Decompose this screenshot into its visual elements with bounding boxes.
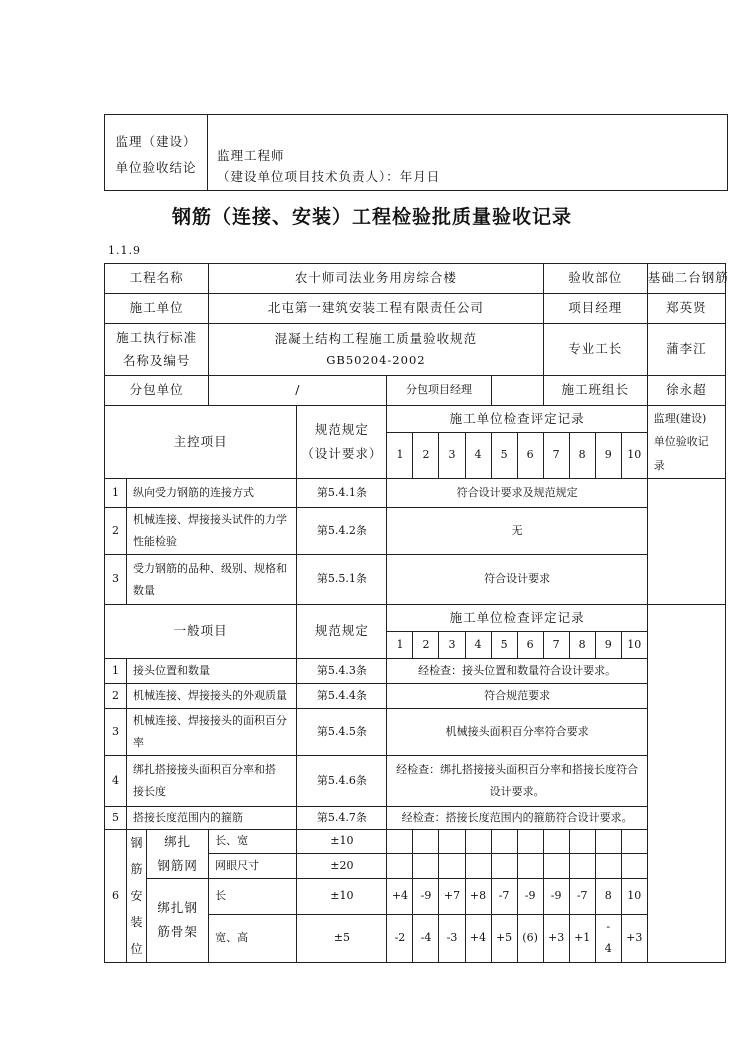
construction-unit-label: 施工单位 (105, 294, 209, 324)
val (387, 830, 413, 854)
val: -2 (387, 914, 413, 962)
item-text (127, 756, 297, 807)
val: 10 (621, 878, 647, 914)
spec-clause: 第5.4.2条 (297, 508, 387, 555)
val: 8 (595, 878, 621, 914)
col-num: 1 (387, 433, 413, 479)
row-number: 2 (105, 508, 127, 555)
check-result: 符合规范要求 (387, 684, 647, 709)
val (491, 830, 517, 854)
install-spec: ±20 (297, 854, 387, 878)
check-result: 符合设计要求 (387, 555, 647, 605)
item-text-line1: 机械连接、焊接接头试件的力学 (133, 513, 288, 526)
val: +5 (491, 914, 517, 962)
spec-only-header: 规范规定 (297, 605, 387, 659)
col-num: 9 (595, 632, 621, 659)
col-num: 3 (439, 632, 465, 659)
val (517, 830, 543, 854)
val (621, 854, 647, 878)
construction-unit-value: 北屯第一建筑安装工程有限责任公司 (209, 294, 543, 324)
install-category (127, 830, 147, 963)
item-text (127, 709, 297, 756)
col-num: 9 (595, 433, 621, 479)
supervisor-label-line1: 监理（建设） (115, 134, 197, 149)
subcontract-label: 分包单位 (105, 376, 209, 406)
val (439, 854, 465, 878)
spec-header-line2: （设计要求） (301, 446, 383, 461)
col-num: 2 (413, 433, 439, 479)
val: (6) (517, 914, 543, 962)
col-num: 5 (491, 632, 517, 659)
val (413, 854, 439, 878)
standard-label-line2: 名称及编号 (122, 352, 191, 368)
check-result: 机械接头面积百分率符合要求 (387, 709, 647, 756)
item-text: 纵向受力钢筋的连接方式 (127, 479, 297, 508)
cage-label (147, 878, 209, 962)
item-text: 接头位置和数量 (127, 659, 297, 684)
check-result: 符合设计要求及规范规定 (387, 479, 647, 508)
install-spec: ±10 (297, 830, 387, 854)
spec-clause: 第5.4.6条 (297, 756, 387, 807)
main-items-header: 主控项目 (105, 406, 297, 479)
standard-label-line1: 施工执行标准 (116, 330, 198, 346)
item-text-line2: 率 (133, 736, 145, 749)
category-char: 安 (130, 888, 143, 903)
item-text-line2: 性能检验 (133, 535, 178, 548)
col-num: 3 (439, 433, 465, 479)
inspection-part-value: 基础二台钢筋 (647, 264, 725, 294)
check-result (387, 756, 647, 807)
check-result: 经检查：搭接长度范围内的箍筋符合设计要求。 (387, 807, 647, 830)
subcontract-pm-value (491, 376, 543, 406)
item-text: 搭接长度范围内的箍筋 (127, 807, 297, 830)
cage-label-line2: 筋骨架 (157, 924, 198, 940)
supervisor-header-line3: 录 (653, 458, 665, 472)
val: -9 (517, 878, 543, 914)
val: -4 (413, 914, 439, 962)
mesh-label-line1: 绑扎 (164, 834, 192, 849)
supervisor-conclusion-box (104, 114, 728, 191)
spec-clause: 第5.4.4条 (297, 684, 387, 709)
supervisor-header-line1: 监理(建设) (653, 412, 707, 426)
spec-clause: 第5.4.5条 (297, 709, 387, 756)
val: -3 (439, 914, 465, 962)
col-num: 2 (413, 632, 439, 659)
val (569, 854, 595, 878)
val-extra: 4 (604, 942, 612, 956)
install-item: 宽、高 (209, 914, 297, 962)
item-text-line1: 受力钢筋的品种、级别、规格和 (133, 561, 288, 575)
val (517, 854, 543, 878)
cage-label-line1: 绑扎钢 (157, 900, 198, 916)
item-text-line2: 接长度 (133, 785, 167, 798)
col-num: 8 (569, 632, 595, 659)
val: -7 (569, 878, 595, 914)
val: +3 (621, 914, 647, 962)
val: -9 (413, 878, 439, 914)
spec-clause: 第5.4.3条 (297, 659, 387, 684)
project-manager-label: 项目经理 (543, 294, 647, 324)
val (413, 830, 439, 854)
val (465, 830, 491, 854)
install-item: 网眼尺寸 (209, 854, 297, 878)
val (491, 854, 517, 878)
row-number: 4 (105, 756, 127, 807)
row-number: 1 (105, 659, 127, 684)
check-result-line1: 经检查：绑扎搭接接头面积百分率和搭接长度符合 (396, 763, 639, 776)
item-text: 机械连接、焊接接头的外观质量 (127, 684, 297, 709)
team-leader-value: 徐永超 (647, 376, 725, 406)
col-num: 5 (491, 433, 517, 479)
item-text-line2: 数量 (133, 583, 156, 597)
row-number: 6 (105, 830, 127, 963)
val (543, 854, 569, 878)
item-text-line1: 绑扎搭接接头面积百分率和搭 (133, 763, 277, 776)
val (621, 830, 647, 854)
col-num: 7 (543, 632, 569, 659)
check-record-header: 施工单位检查评定记录 (387, 406, 647, 433)
val: +8 (465, 878, 491, 914)
val (387, 854, 413, 878)
standard-value (209, 324, 543, 376)
row-number: 3 (105, 709, 127, 756)
col-num: 1 (387, 632, 413, 659)
val (595, 854, 621, 878)
inspection-part-label: 验收部位 (543, 264, 647, 294)
row-number: 1 (105, 479, 127, 508)
supervisor-cell-general (647, 605, 725, 963)
row-number: 3 (105, 555, 127, 605)
subcontract-value: / (209, 376, 387, 406)
supervisor-header (647, 406, 725, 479)
spec-header (297, 406, 387, 479)
val (439, 830, 465, 854)
install-spec: ±10 (297, 878, 387, 914)
col-num: 6 (517, 433, 543, 479)
spec-clause: 第5.4.7条 (297, 807, 387, 830)
spec-clause: 第5.5.1条 (297, 555, 387, 605)
standard-label (105, 324, 209, 376)
subcontract-pm-label: 分包项目经理 (387, 376, 491, 406)
spec-header-line1: 规范规定 (314, 421, 369, 437)
col-num: 8 (569, 433, 595, 479)
val: +4 (387, 878, 413, 914)
form-code: 1.1.9 (108, 244, 141, 257)
col-num: 7 (543, 433, 569, 479)
val (595, 830, 621, 854)
col-num: 4 (465, 632, 491, 659)
supervisor-header-line2: 单位验收记 (653, 435, 709, 449)
val: +7 (439, 878, 465, 914)
item-text (127, 555, 297, 605)
val: - (606, 919, 611, 933)
check-result: 经检查：接头位置和数量符合设计要求。 (387, 659, 647, 684)
item-text-line1: 机械连接、焊接接头的面积百分 (133, 714, 288, 727)
item-text (127, 508, 297, 555)
foreman-value: 蒲李江 (647, 324, 725, 376)
leader-text: （建设单位项目技术负责人）：年月日 (217, 169, 441, 184)
val-split (595, 914, 621, 962)
check-result: 无 (387, 508, 647, 555)
val: -9 (543, 878, 569, 914)
install-item: 长 (209, 878, 297, 914)
project-name-value: 农十师司法业务用房综合楼 (209, 264, 543, 294)
supervisor-cell (647, 479, 725, 605)
standard-value-line1: 混凝土结构工程施工质量验收规范 (274, 330, 478, 346)
project-name-label: 工程名称 (105, 264, 209, 294)
inspection-table (104, 263, 729, 963)
engineer-text: 监理工程师 (217, 148, 285, 163)
val: +1 (569, 914, 595, 962)
install-spec: ±5 (297, 914, 387, 962)
row-number: 2 (105, 684, 127, 709)
col-num: 4 (465, 433, 491, 479)
standard-value-line2: GB50204-2002 (326, 353, 426, 368)
col-num: 10 (621, 632, 647, 659)
supervisor-label-line2: 单位验收结论 (115, 160, 197, 175)
row-number: 5 (105, 807, 127, 830)
check-result-line2: 设计要求。 (489, 785, 545, 798)
divider (207, 115, 208, 190)
spec-clause: 第5.4.1条 (297, 479, 387, 508)
category-char: 装 (130, 915, 143, 930)
team-leader-label: 施工班组长 (543, 376, 647, 406)
foreman-label: 专业工长 (543, 324, 647, 376)
col-num: 10 (621, 433, 647, 479)
val (543, 830, 569, 854)
check-record-header-2: 施工单位检查评定记录 (387, 605, 647, 632)
install-item: 长、宽 (209, 830, 297, 854)
category-char: 位 (130, 941, 143, 956)
category-char: 筋 (130, 862, 143, 877)
val: +4 (465, 914, 491, 962)
project-manager-value: 郑英贤 (647, 294, 725, 324)
category-char: 钢 (130, 836, 143, 850)
col-num: 6 (517, 632, 543, 659)
mesh-label-line2: 钢筋网 (157, 857, 198, 873)
page-title: 钢筋（连接、安装）工程检验批质量验收记录 (171, 206, 572, 228)
val (465, 854, 491, 878)
val (569, 830, 595, 854)
general-items-header: 一般项目 (105, 605, 297, 659)
mesh-label (147, 830, 209, 879)
val: -7 (491, 878, 517, 914)
val: +3 (543, 914, 569, 962)
